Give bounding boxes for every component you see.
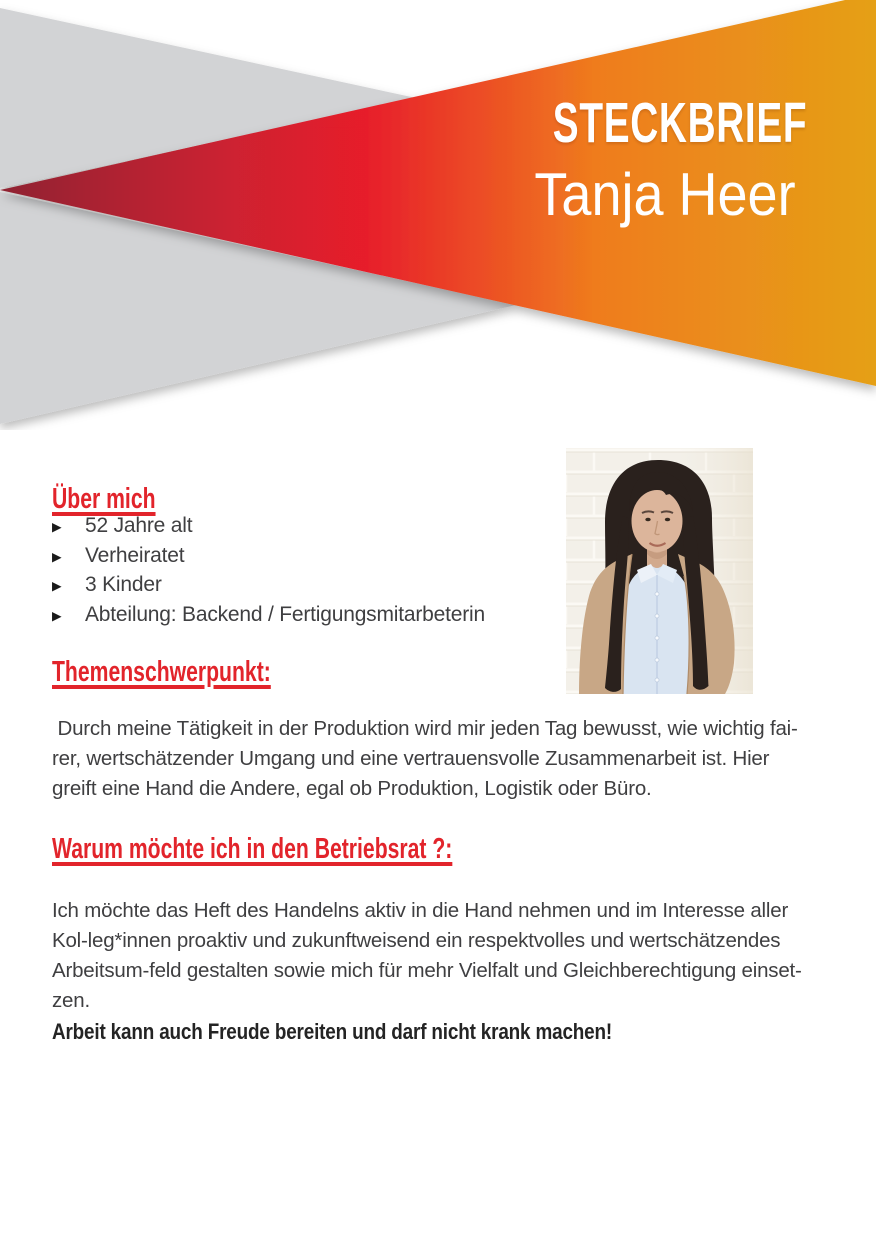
theme-paragraph xyxy=(52,714,857,804)
text-line: zen. xyxy=(52,989,90,1012)
text-line: Kol-leg*innen proaktiv und zukunftweisend ein respektvolles und wertschätzendes xyxy=(52,929,781,952)
portrait-illustration xyxy=(566,448,753,694)
about-list xyxy=(52,514,485,632)
text-line: Durch meine Tätigkeit in der Produktion wird mir jeden Tag bewusst, wie wichtig fai- xyxy=(52,717,798,740)
closing-statement: Arbeit kann auch Freude bereiten und darf nicht krank machen! xyxy=(52,1019,613,1044)
list-item-text: Abteilung: Backend / Fertigungsmitarbeterin xyxy=(85,602,485,626)
person-name: Tanja Heer xyxy=(534,161,796,228)
text-line: greift eine Hand die Andere, egal ob Produktion, Logistik oder Büro. xyxy=(52,777,652,800)
bullet-triangle-icon: ▶ xyxy=(52,579,62,593)
portrait-photo xyxy=(566,448,753,694)
header-text xyxy=(500,91,830,228)
shirt xyxy=(622,565,695,694)
page-title: STECKBRIEF xyxy=(552,91,808,155)
list-item-text: Verheiratet xyxy=(85,543,185,567)
section-heading-theme: Themenschwerpunkt: xyxy=(52,656,271,688)
bullet-triangle-icon: ▶ xyxy=(52,549,62,564)
list-item-text: 3 Kinder xyxy=(85,573,162,596)
bullet-triangle-icon: ▶ xyxy=(52,520,62,534)
text-line: Arbeitsum-feld gestalten sowie mich für mehr Vielfalt und Gleichberechtigung einset- xyxy=(52,959,802,982)
list-item xyxy=(52,514,485,544)
text-line: Ich möchte das Heft des Handelns aktiv in die Hand nehmen und im Interesse aller xyxy=(52,899,789,922)
list-item xyxy=(52,573,485,603)
why-paragraph xyxy=(52,896,857,1047)
list-item xyxy=(52,544,485,574)
section-heading-about: Über mich xyxy=(52,483,156,515)
section-heading-why: Warum möchte ich in den Betriebsrat ?: xyxy=(52,833,453,865)
list-item-text: 52 Jahre alt xyxy=(85,514,193,537)
text-line: rer, wertschätzender Umgang und eine vertrauensvolle Zusammenarbeit ist. Hier xyxy=(52,747,770,770)
bullet-triangle-icon: ▶ xyxy=(52,608,62,623)
list-item xyxy=(52,603,485,633)
